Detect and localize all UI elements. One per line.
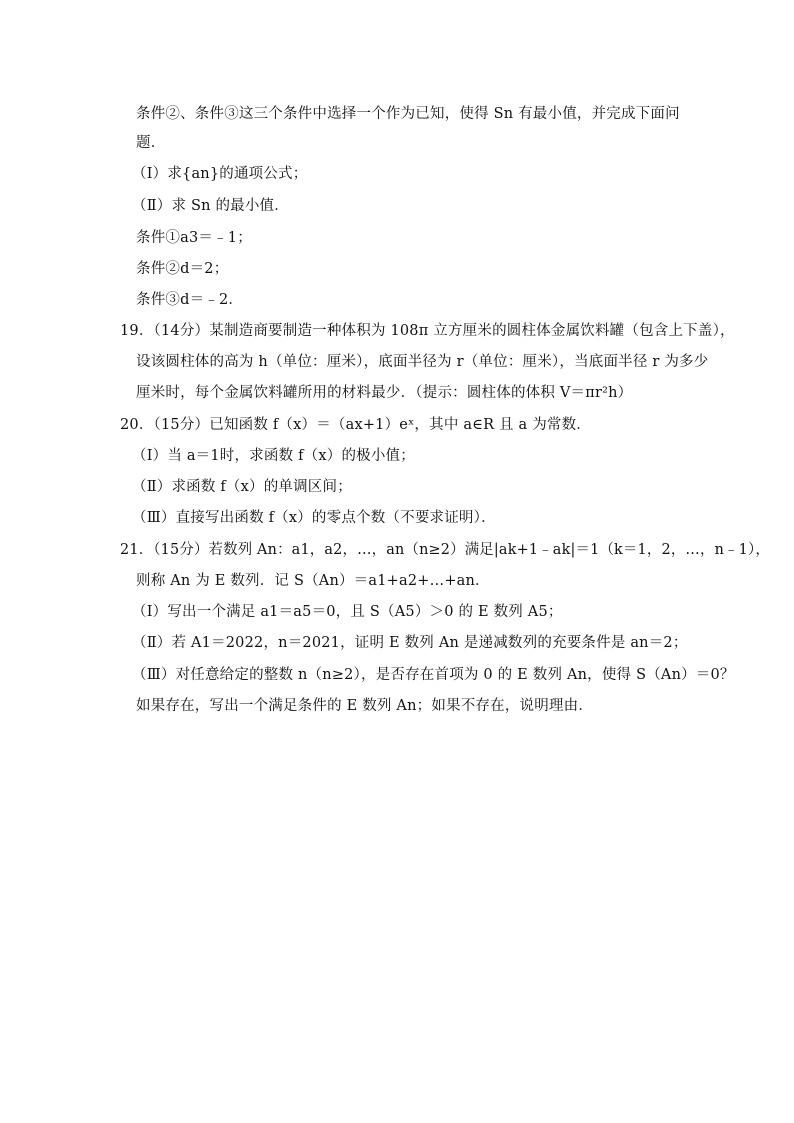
q18-condition-1: 条件①a3＝﹣1； bbox=[136, 230, 252, 246]
q18-condition-3: 条件③d＝﹣2． bbox=[136, 292, 244, 308]
q21-line-1: 21．（15分）若数列 An：a1，a2，…，an（n≥2）满足|ak+1﹣ak|＝1（k＝1，2，…，n﹣1）， bbox=[120, 542, 770, 558]
q20-part-3: （Ⅲ）直接写出函数 f（x）的零点个数（不要求证明）． bbox=[132, 510, 496, 526]
q18-part-2: （Ⅱ）求 Sn 的最小值． bbox=[132, 198, 289, 214]
q20-line-1: 20．（15分）已知函数 f（x）＝（ax+1）eˣ，其中 a∈R 且 a 为常数． bbox=[120, 417, 592, 433]
q21-line-end: 如果存在，写出一个满足条件的 E 数列 An；如果不存在，说明理由． bbox=[136, 698, 594, 714]
q21-part-1: （Ⅰ）写出一个满足 a1＝a5＝0，且 S（A5）＞0 的 E 数列 A5； bbox=[132, 604, 563, 620]
q19-line-3: 厘米时，每个金属饮料罐所用的材料最少．（提示：圆柱体的体积 V＝πr²h） bbox=[136, 385, 633, 401]
q21-part-2: （Ⅱ）若 A1＝2022，n＝2021，证明 E 数列 An 是递减数列的充要条件是 an＝2； bbox=[132, 635, 688, 651]
q18-part-1: （Ⅰ）求{an}的通项公式； bbox=[132, 166, 308, 182]
q20-part-2: （Ⅱ）求函数 f（x）的单调区间； bbox=[132, 479, 352, 495]
q21-line-2: 则称 An 为 E 数列．记 S（An）＝a1+a2+…+an． bbox=[136, 573, 490, 589]
q19-line-2: 设该圆柱体的高为 h（单位：厘米），底面半径为 r（单位：厘米），当底面半径 r 为多少 bbox=[136, 354, 709, 370]
q18-line-2: 题． bbox=[136, 135, 166, 151]
q20-part-1: （Ⅰ）当 a＝1时，求函数 f（x）的极小值； bbox=[132, 448, 415, 464]
q18-condition-2: 条件②d＝2； bbox=[136, 261, 229, 277]
q19-line-1: 19．（14分）某制造商要制造一种体积为 108π 立方厘米的圆柱体金属饮料罐（包含上下盖）， bbox=[120, 323, 735, 339]
q18-line-1: 条件②、条件③这三个条件中选择一个作为已知，使得 Sn 有最小值，并完成下面问 bbox=[136, 106, 680, 122]
q21-part-3: （Ⅲ）对任意给定的整数 n（n≥2），是否存在首项为 0 的 E 数列 An，使得 S（An）＝0？ bbox=[132, 667, 735, 683]
